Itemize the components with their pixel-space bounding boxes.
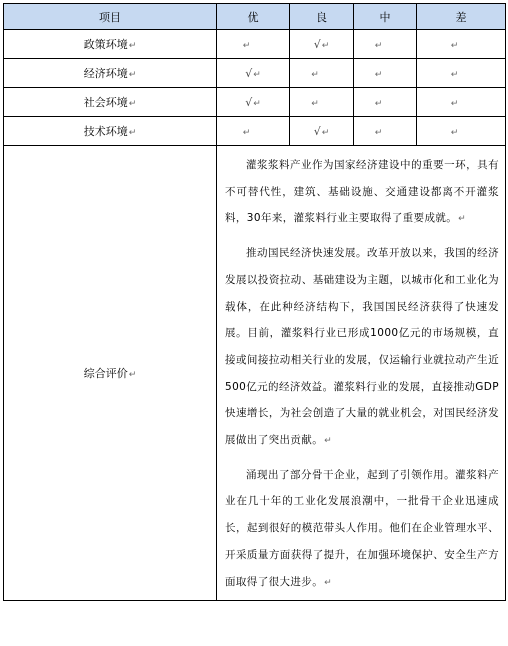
row-label: 社会环境 xyxy=(83,96,128,109)
paragraph-return-icon: ↵ xyxy=(128,99,137,109)
evaluation-label-cell xyxy=(4,146,217,601)
paragraph-return-icon: ↵ xyxy=(321,127,330,138)
rating-empty-cell xyxy=(354,59,417,88)
evaluation-paragraph: 灌浆浆料产业作为国家经济建设中的重要一环，具有不可替代性，建筑、基础设施、交通建设都离不开灌浆料，30年来，灌浆料行业主要取得了重要成就。↵ xyxy=(225,159,499,225)
rating-empty-cell xyxy=(354,30,417,59)
header-item: 项目 xyxy=(4,4,217,30)
table-row xyxy=(4,88,506,117)
environment-evaluation-table xyxy=(3,3,506,601)
rating-check-cell xyxy=(217,88,290,117)
paragraph-return-icon: ↵ xyxy=(450,98,459,109)
paragraph-return-icon: ↵ xyxy=(450,40,459,51)
rating-empty-cell xyxy=(417,30,506,59)
rating-check-cell xyxy=(290,30,354,59)
paragraph-return-icon: ↵ xyxy=(253,98,261,109)
row-label: 技术环境 xyxy=(83,125,128,138)
paragraph-return-icon: ↵ xyxy=(311,98,319,109)
rating-empty-cell xyxy=(217,117,290,146)
rating-empty-cell xyxy=(354,88,417,117)
paragraph-return-icon: ↵ xyxy=(242,127,251,138)
table-row xyxy=(4,30,506,59)
header-medium: 中 xyxy=(354,4,417,30)
evaluation-row xyxy=(4,146,506,601)
rating-empty-cell xyxy=(417,88,506,117)
evaluation-paragraph: 推动国民经济快速发展。改革开放以来，我国的经济发展以投资拉动、基础建设为主题，以城市化和工业化为载体，在此种经济结构下，我国国民经济获得了快速发展。目前，灌浆料行业已形成1000亿元的市场规模，直接或间接拉动相关行业的发展，仅运输行业就拉动产生近500亿元的经济效益。灌浆料行业的发展，直接推动GDP快速增长，为社会创造了大量的就业机会，对国民经济发展做出了突出贡献。↵ xyxy=(225,247,499,447)
paragraph-return-icon: ↵ xyxy=(374,69,383,80)
check-mark-icon: √ xyxy=(313,37,321,51)
paragraph-return-icon: ↵ xyxy=(253,69,261,80)
paragraph-return-icon: ↵ xyxy=(374,40,383,51)
rating-check-cell xyxy=(290,117,354,146)
rating-empty-cell xyxy=(217,30,290,59)
row-label: 经济环境 xyxy=(83,67,128,80)
row-label-cell xyxy=(4,117,217,146)
rating-check-cell xyxy=(217,59,290,88)
paragraph-return-icon: ↵ xyxy=(321,40,330,51)
row-label-cell xyxy=(4,30,217,59)
rating-empty-cell xyxy=(417,59,506,88)
paragraph-return-icon: ↵ xyxy=(242,40,251,51)
paragraph-return-icon: ↵ xyxy=(450,69,459,80)
check-mark-icon: √ xyxy=(245,66,253,80)
paragraph-return-icon: ↵ xyxy=(128,70,137,80)
table-row xyxy=(4,59,506,88)
rating-empty-cell xyxy=(417,117,506,146)
paragraph-return-icon: ↵ xyxy=(374,98,383,109)
header-good: 良 xyxy=(290,4,354,30)
row-label: 政策环境 xyxy=(83,38,128,51)
rating-empty-cell xyxy=(354,117,417,146)
paragraph-return-icon: ↵ xyxy=(324,436,333,447)
paragraph-return-icon: ↵ xyxy=(374,127,383,138)
check-mark-icon: √ xyxy=(245,95,253,109)
paragraph-return-icon: ↵ xyxy=(128,128,137,138)
header-excellent: 优 xyxy=(217,4,290,30)
rating-empty-cell xyxy=(290,88,354,117)
row-label-cell xyxy=(4,59,217,88)
check-mark-icon: √ xyxy=(313,124,321,138)
paragraph-return-icon: ↵ xyxy=(128,370,137,381)
header-poor: 差 xyxy=(417,4,506,30)
evaluation-text-cell xyxy=(217,146,506,601)
paragraph-return-icon: ↵ xyxy=(324,577,333,588)
header-row xyxy=(4,4,506,30)
evaluation-paragraph: 涌现出了部分骨干企业，起到了引领作用。灌浆料产业在几十年的工业化发展浪潮中，一批骨干企业迅速成长，起到很好的模范带头人作用。他们在企业管理水平、开采质量方面获得了提升，在加强环境保护、安全生产方面取得了很大进步。↵ xyxy=(225,468,499,588)
paragraph-return-icon: ↵ xyxy=(311,69,319,80)
paragraph-return-icon: ↵ xyxy=(128,41,137,51)
paragraph-return-icon: ↵ xyxy=(458,214,467,225)
evaluation-label: 综合评价 xyxy=(83,367,128,381)
row-label-cell xyxy=(4,88,217,117)
rating-empty-cell xyxy=(290,59,354,88)
paragraph-return-icon: ↵ xyxy=(450,127,459,138)
table-row xyxy=(4,117,506,146)
